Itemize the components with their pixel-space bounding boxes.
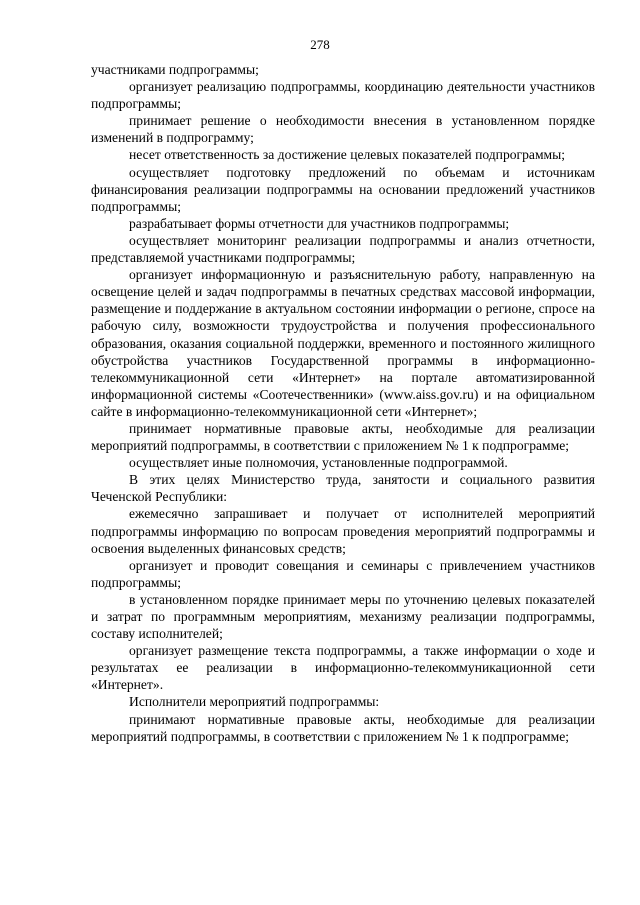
paragraph: принимают нормативные правовые акты, необходимые для реализации мероприятий подпрограммы, в соответствии с приложением № 1 к подпрограмме; — [91, 711, 595, 744]
paragraph: разрабатывает формы отчетности для участников подпрограммы; — [129, 215, 510, 231]
paragraph: В этих целях Министерство труда, занятости и социального развития Чеченской Республики: — [91, 472, 595, 505]
paragraph: несет ответственность за достижение целевых показателей подпрограммы; — [129, 147, 566, 163]
paragraph: ежемесячно запрашивает и получает от исполнителей мероприятий подпрограммы информацию по вопросам проведения мероприятий подпрограммы и освоения выделенных финансовых средств; — [91, 506, 595, 556]
paragraph: осуществляет мониторинг реализации подпрограммы и анализ отчетности, представляемой участниками подпрограммы; — [91, 232, 595, 266]
paragraph: принимает решение о необходимости внесения в установленном порядке изменений в подпрограмму; — [91, 113, 595, 146]
page-number: 278 — [310, 37, 330, 52]
paragraph: организует размещение текста подпрограммы, а также информации о ходе и результатах ее реализации в информационно-телекоммуникационной сети «Интернет». — [91, 643, 595, 693]
paragraph: организует реализацию подпрограммы, координацию деятельности участников подпрограммы; — [91, 79, 595, 112]
paragraph: осуществляет иные полномочия, установленные подпрограммой. — [129, 455, 508, 471]
document-body — [91, 61, 595, 745]
paragraph: участниками подпрограммы; — [91, 62, 259, 77]
paragraph: Исполнители мероприятий подпрограммы: — [129, 694, 380, 710]
paragraph: организует и проводит совещания и семинары с привлечением участников подпрограммы; — [91, 557, 595, 590]
paragraph: организует информационную и разъяснительную работу, направленную на освещение целей и задач подпрограммы в печатных средствах массовой информации, размещение и поддержание в актуальном состоянии информации о регионе, спросе на рабочую силу, возможности трудоустройства и получения профессионального образования, оказания социальной поддержки, временного и постоянного жилищного обустройства участников Государственной программы в информационно-телекоммуникационной сети «Интернет» на портале автоматизированной информационной системы «Соотечественники» (www.aiss.gov.ru) и на официальном сайте в информационно-телекоммуникационной сети «Интернет»; — [91, 267, 595, 419]
paragraph: в установленном порядке принимает меры по уточнению целевых показателей и затрат по программным мероприятиям, механизму реализации подпрограммы, составу исполнителей; — [91, 591, 595, 642]
paragraph: осуществляет подготовку предложений по объемам и источникам финансирования реализации подпрограммы на основании предложений участников подпрограммы; — [91, 164, 595, 214]
paragraph: принимает нормативные правовые акты, необходимые для реализации мероприятий подпрограммы, в соответствии с приложением № 1 к подпрограмме; — [91, 420, 595, 454]
